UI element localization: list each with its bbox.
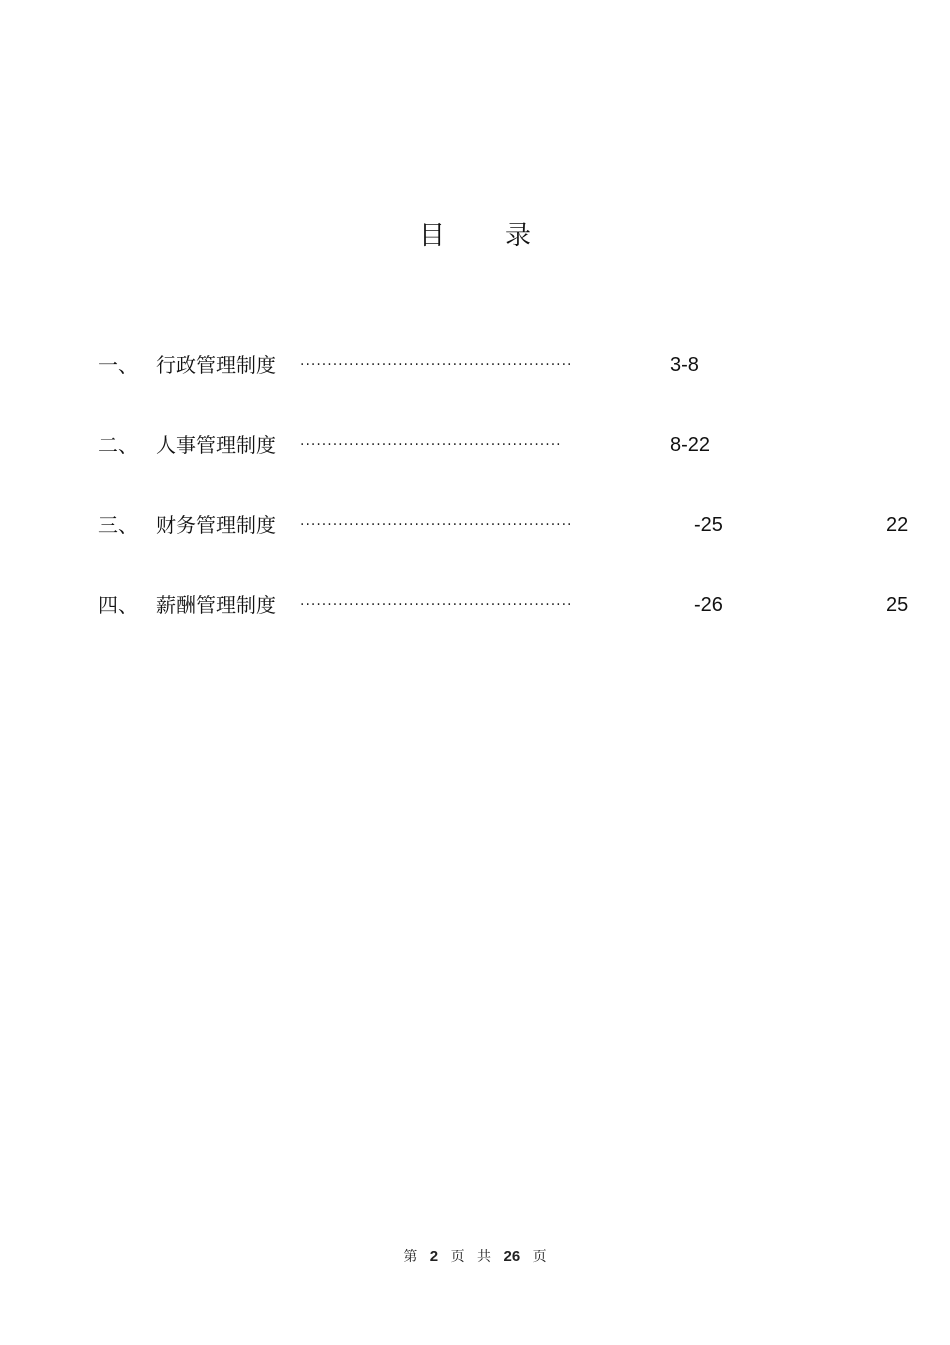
- footer-page-word: 页: [450, 1249, 465, 1265]
- toc-page-range: -26: [694, 594, 723, 616]
- toc-leader-dots: ··················································: [300, 517, 573, 533]
- toc-entry[interactable]: [0, 510, 950, 540]
- toc-title: [0, 216, 950, 256]
- title-char-2: 录: [505, 221, 532, 251]
- toc-leader-dots: ··················································: [300, 597, 573, 613]
- toc-entry-label: 薪酬管理制度: [156, 593, 276, 617]
- toc-leader-dots: ··················································: [300, 357, 573, 373]
- toc-leader-dots: ················································: [300, 437, 562, 453]
- footer-suffix: 页: [532, 1249, 547, 1265]
- toc-page-extra: 25: [886, 594, 909, 616]
- toc-page-range: -25: [694, 514, 723, 536]
- toc-entry-label: 人事管理制度: [156, 433, 276, 457]
- title-char-1: 目: [418, 221, 445, 251]
- footer-total-pages: 26: [503, 1248, 521, 1265]
- footer-current-page: 2: [429, 1248, 439, 1265]
- footer-total-word: 共: [477, 1249, 492, 1265]
- toc-entry-number: 三、: [98, 513, 138, 537]
- toc-entry-number: 四、: [98, 593, 138, 617]
- toc-page-range: 3-8: [670, 354, 699, 376]
- toc-entry[interactable]: [0, 590, 950, 620]
- page-footer: [0, 1246, 950, 1268]
- toc-entry[interactable]: [0, 350, 950, 380]
- toc-entry-label: 财务管理制度: [156, 513, 276, 537]
- footer-prefix: 第: [403, 1249, 418, 1265]
- toc-entry-number: 二、: [98, 433, 138, 457]
- toc-page-extra: 22: [886, 514, 909, 536]
- toc-entry-label: 行政管理制度: [156, 353, 276, 377]
- toc-entry-number: 一、: [98, 353, 138, 377]
- toc-page-range: 8-22: [670, 434, 711, 456]
- toc-entry[interactable]: [0, 430, 950, 460]
